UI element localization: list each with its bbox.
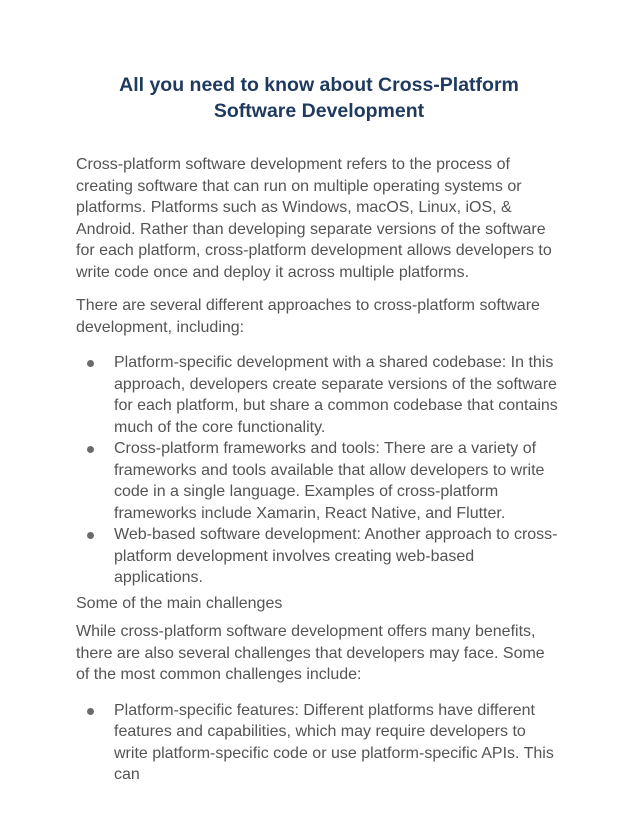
list-item-text: Web-based software development: Another approach to cross-platform development involves creating web-based applications. — [114, 526, 558, 586]
bullet-icon — [87, 446, 94, 453]
page-title: All you need to know about Cross-Platform Software Development — [119, 74, 519, 122]
challenges-list — [76, 700, 562, 786]
list-item — [114, 352, 562, 438]
list-item-text: Cross-platform frameworks and tools: There are a variety of frameworks and tools available that allow developers to write code in a single language. Examples of cross-platform frameworks include Xamarin, React Native, and Flutter. — [114, 440, 545, 522]
list-item-text: Platform-specific features: Different platforms have different features and capabilities, which may require developers to write platform-specific code or use platform-specific APIs. This can — [114, 701, 554, 783]
list-item — [114, 438, 562, 524]
list-item-text: Platform-specific development with a shared codebase: In this approach, developers create separate versions of the software for each platform, but share a common codebase that contains much of the core functionality. — [114, 354, 558, 436]
bullet-icon — [87, 708, 94, 715]
challenges-intro: While cross-platform software development offers many benefits, there are also several challenges that developers may face. Some of the most common challenges include: — [76, 623, 545, 683]
approaches-intro: There are several different approaches to cross-platform software development, including: — [76, 297, 540, 336]
bullet-icon — [87, 360, 94, 367]
bullet-icon — [87, 532, 94, 539]
approaches-list — [76, 352, 562, 589]
challenges-heading: Some of the main challenges — [76, 594, 283, 612]
list-item — [114, 700, 562, 786]
list-item — [114, 524, 562, 589]
intro-paragraph: Cross-platform software development refers to the process of creating software that can run on multiple operating systems or platforms. Platforms such as Windows, macOS, Linux, iOS, & Android. Rather than developing separate versions of the software for each platform, cross-platform development allows developers to write code once and deploy it across multiple platforms. — [76, 156, 552, 281]
